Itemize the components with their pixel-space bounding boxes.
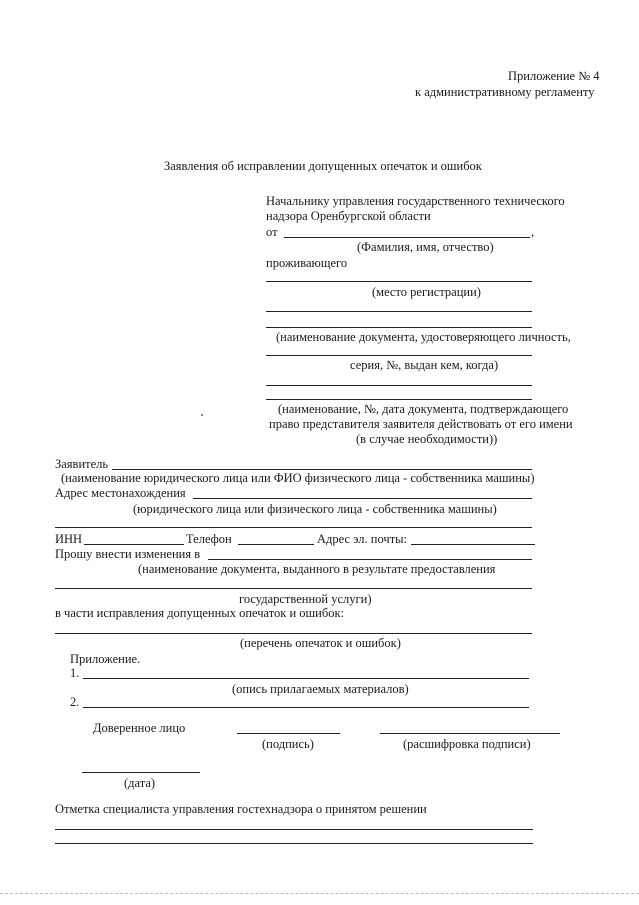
date-line [82, 772, 200, 773]
attachment-line-2 [83, 707, 529, 708]
appendix-number: Приложение № 4 [508, 69, 600, 83]
id-doc-caption: (наименование документа, удостоверяющего личность, [276, 330, 571, 344]
address-label: Адрес местонахождения [55, 486, 186, 500]
email-line [411, 544, 535, 545]
phone-label: Телефон [186, 532, 232, 546]
applicant-line [112, 469, 532, 470]
specialist-line-1 [55, 829, 533, 830]
part-text: в части исправления допущенных опечаток и ошибок: [55, 606, 345, 620]
fio-comma: , [531, 225, 535, 239]
registration-caption: (место регистрации) [372, 285, 481, 299]
address-line-2 [55, 527, 532, 528]
inn-label: ИНН [55, 532, 83, 546]
id-details-caption: серия, №, выдан кем, когда) [350, 358, 499, 372]
residing-label: проживающего [266, 256, 348, 270]
address-caption: (юридического лица или физического лица - собственника машины) [133, 502, 497, 516]
page-bottom-edge [0, 893, 639, 894]
fio-line [284, 237, 530, 238]
signature-line [237, 733, 340, 734]
attachments-label: Приложение. [70, 652, 141, 666]
decoding-line [380, 733, 560, 734]
inn-line [84, 544, 184, 545]
phone-line [238, 544, 314, 545]
document-title: Заявления об исправлении допущенных опечаток и ошибок [164, 159, 482, 173]
addressee-line-2: надзора Оренбургской области [266, 209, 431, 223]
id-doc-line [266, 327, 532, 328]
appendix-reference: к административному регламенту [415, 85, 595, 99]
email-label: Адрес эл. почты: [317, 532, 408, 546]
date-caption: (дата) [124, 776, 156, 790]
request-doc-caption-2: государственной услуги) [239, 592, 372, 606]
rep-caption-1: (наименование, №, дата документа, подтверждающего [278, 402, 569, 416]
request-doc-line [208, 559, 532, 560]
rep-caption-3: (в случае необходимости)) [356, 432, 498, 446]
decoding-caption: (расшифровка подписи) [403, 737, 531, 751]
rep-line-1 [266, 385, 532, 386]
addressee-line-1: Начальнику управления государственного технического [266, 194, 565, 208]
errors-caption: (перечень опечаток и ошибок) [240, 636, 401, 650]
id-details-line [266, 355, 532, 356]
signature-caption: (подпись) [262, 737, 314, 751]
trustee-label: Доверенное лицо [93, 721, 186, 735]
request-doc-caption-1: (наименование документа, выданного в результате предоставления [138, 562, 496, 576]
rep-caption-2: право представителя заявителя действовать от его имени [269, 417, 573, 431]
specialist-line-2 [55, 843, 533, 844]
applicant-caption: (наименование юридического лица или ФИО физического лица - собственника машины) [61, 471, 535, 485]
attachment-item-1: 1. [70, 666, 80, 680]
fio-caption: (Фамилия, имя, отчество) [357, 240, 494, 254]
request-doc-line-2 [55, 588, 532, 589]
address-line [193, 498, 532, 499]
registration-line-2 [266, 311, 532, 312]
scan-speck [201, 414, 203, 416]
specialist-note: Отметка специалиста управления гостехнадзора о принятом решении [55, 802, 427, 816]
attachment-line-1 [83, 678, 529, 679]
applicant-label: Заявитель [55, 457, 109, 471]
attachment-caption: (опись прилагаемых материалов) [232, 682, 409, 696]
from-label: от [266, 225, 278, 239]
rep-line-2 [266, 399, 532, 400]
registration-line [266, 281, 532, 282]
errors-line [55, 633, 532, 634]
attachment-item-2: 2. [70, 695, 80, 709]
request-text: Прошу внести изменения в [55, 547, 201, 561]
